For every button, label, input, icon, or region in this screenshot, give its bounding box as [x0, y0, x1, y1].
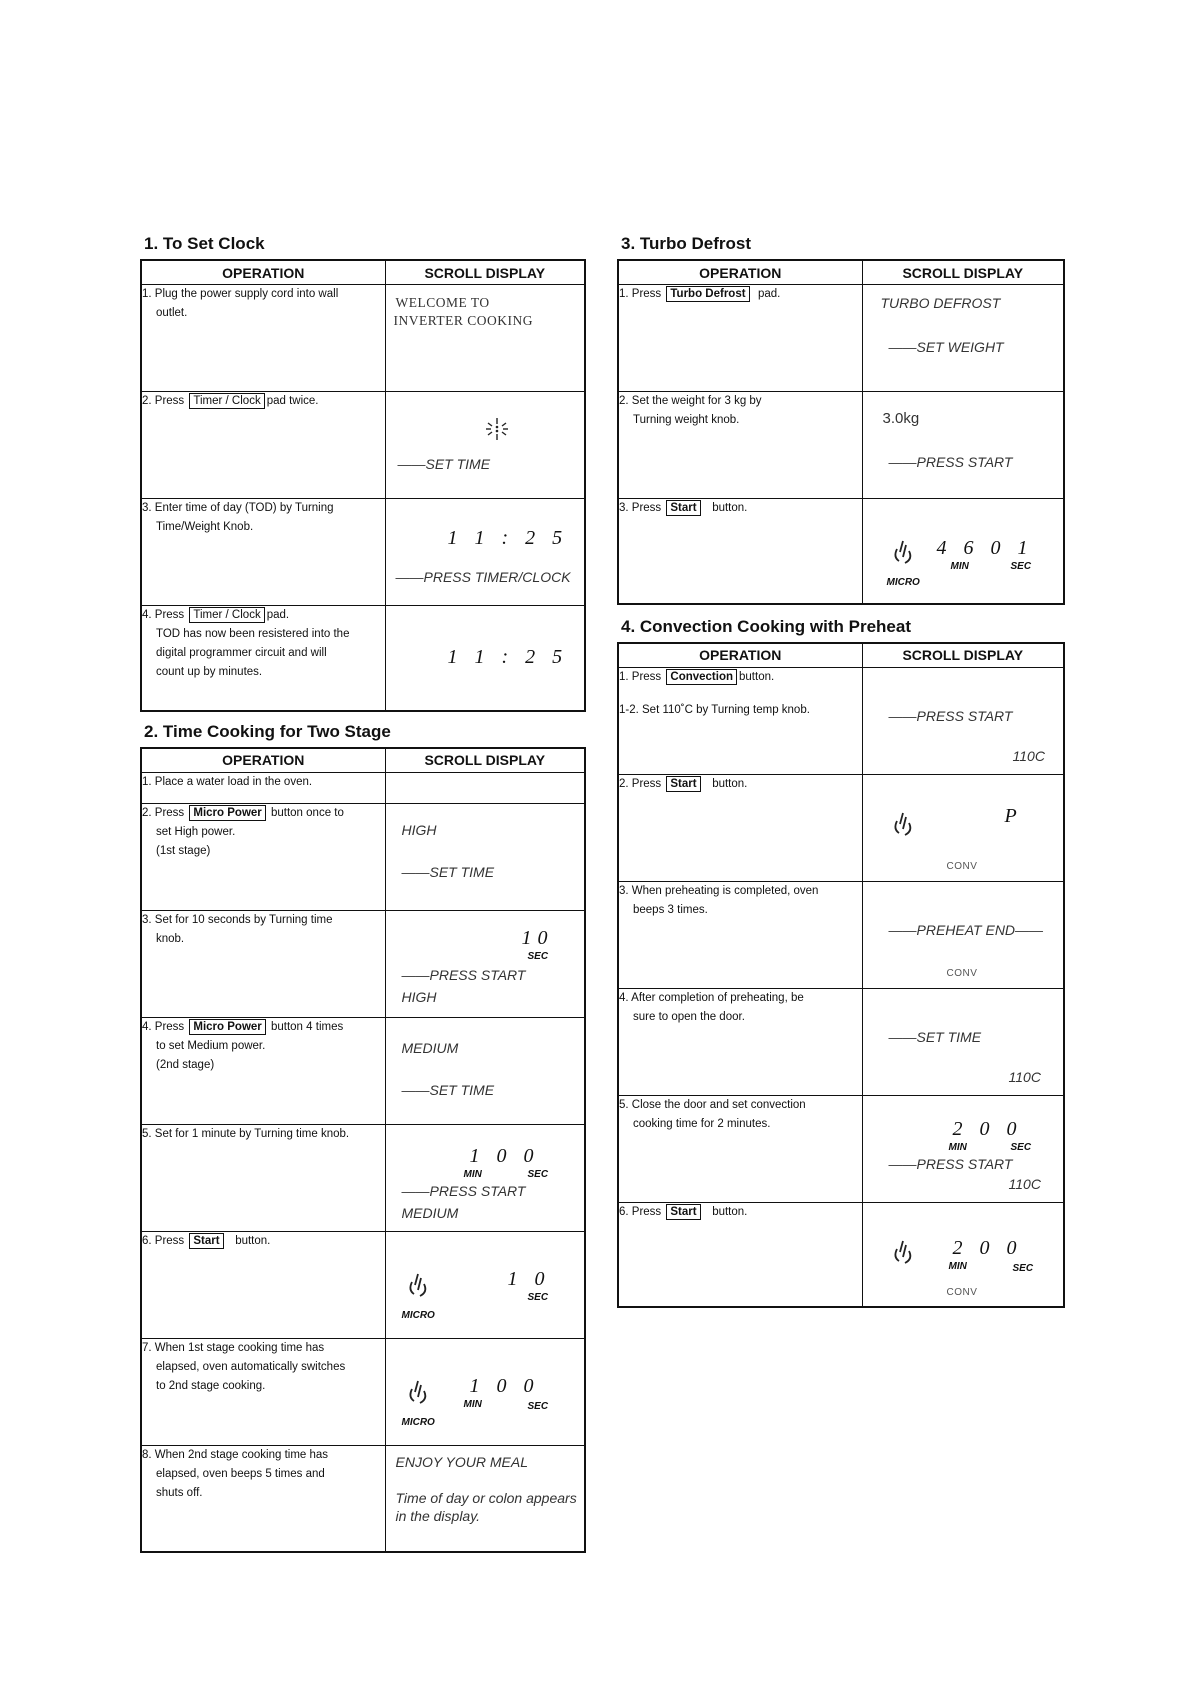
step-text: 2. Press: [142, 395, 185, 407]
step-text: 3. When preheating is completed, oven: [619, 884, 819, 897]
display-text: ——SET WEIGHT: [888, 339, 1004, 355]
convection-key: Convection: [666, 669, 737, 685]
min-label: MIN: [463, 1398, 482, 1410]
scroll-display-header: SCROLL DISPLAY: [385, 748, 585, 773]
step-text: 5. Close the door and set convection: [619, 1098, 806, 1111]
turbo-defrost-key: Turbo Defrost: [666, 286, 749, 302]
micro-label: MICRO: [886, 577, 920, 588]
min-label: MIN: [948, 1260, 967, 1272]
step-text: 4. Press: [142, 1020, 185, 1033]
min-label: MIN: [950, 561, 969, 572]
table-row: [618, 988, 1064, 1095]
timer-clock-key: Timer / Clock: [189, 393, 264, 409]
step-text: button.: [739, 670, 775, 683]
sec-label: SEC: [1010, 561, 1032, 572]
step-text: to set Medium power.: [156, 1039, 266, 1052]
step-text: (2nd stage): [156, 1058, 215, 1071]
step-text: 7. When 1st stage cooking time has: [142, 1341, 325, 1354]
cooking-indicator-icon: [406, 1272, 430, 1300]
time-readout: 4 6 0 1: [936, 537, 1034, 559]
sec-label: SEC: [1010, 1141, 1032, 1153]
step-text: cooking time for 2 minutes.: [633, 1117, 771, 1130]
step-text: 3. Set for 10 seconds by Turning time: [142, 913, 333, 926]
step-text: pad.: [757, 288, 781, 300]
operation-header: OPERATION: [618, 643, 862, 668]
table-row: [618, 774, 1064, 881]
step-text: set High power.: [156, 825, 236, 838]
display-text: ——PRESS TIMER/CLOCK: [395, 569, 571, 585]
step-text: shuts off.: [156, 1486, 203, 1499]
step-text: 6. Press: [142, 1234, 185, 1247]
step-text: 4. After completion of preheating, be: [619, 991, 804, 1004]
display-text: TURBO DEFROST: [880, 295, 1001, 311]
temperature-readout: 110C: [1012, 747, 1045, 764]
display-text: in the display.: [395, 1507, 481, 1524]
step-text: TOD has now been resistered into the: [156, 628, 350, 640]
operation-header: OPERATION: [141, 260, 385, 285]
turbo-defrost-table: [617, 259, 1065, 605]
table-row: [618, 881, 1064, 988]
table-row: [141, 803, 585, 910]
operation-header: OPERATION: [141, 748, 385, 773]
display-text: ——PRESS START: [888, 454, 1013, 470]
time-readout: 1 1 : 2 5: [447, 527, 569, 549]
micro-power-key: Micro Power: [189, 1019, 265, 1035]
step-text: pad twice.: [266, 395, 319, 407]
step-text: 1. Press: [619, 670, 662, 683]
scroll-display-header: SCROLL DISPLAY: [862, 643, 1064, 668]
section-1-title: 1. To Set Clock: [144, 234, 265, 253]
display-text: ——SET TIME: [401, 863, 495, 880]
step-text: button.: [712, 777, 748, 790]
temperature-readout: 110C: [1008, 1068, 1041, 1085]
blinking-colon-icon: [482, 414, 512, 444]
section-4-title: 4. Convection Cooking with Preheat: [621, 616, 911, 636]
step-text: 2. Press: [619, 777, 662, 790]
display-text: INVERTER COOKING: [393, 313, 534, 328]
table-row: [618, 392, 1064, 499]
preheat-indicator: P: [1004, 804, 1023, 827]
step-text: button.: [712, 502, 748, 514]
step-text: 1. Press: [619, 288, 662, 300]
time-readout: 2 0 0: [952, 1236, 1023, 1259]
time-readout: 1 1 : 2 5: [447, 646, 569, 668]
display-text: ——SET TIME: [888, 1028, 982, 1045]
convection-table: [617, 642, 1065, 1309]
table-row: [141, 772, 585, 803]
step-text: 1. Place a water load in the oven.: [142, 775, 313, 788]
table-row: [141, 285, 585, 392]
left-column: [140, 234, 586, 1553]
display-text: HIGH: [401, 988, 437, 1005]
table-row: [141, 392, 585, 499]
time-readout: 10: [521, 926, 554, 949]
step-text: outlet.: [156, 307, 188, 319]
display-text: ——PRESS START: [888, 1155, 1013, 1172]
step-text: 2. Press: [142, 806, 185, 819]
start-key: Start: [666, 500, 700, 516]
step-text: button 4 times: [270, 1020, 344, 1033]
display-text: ——PRESS START: [401, 1182, 526, 1199]
table-row: [141, 910, 585, 1017]
step-text: 2. Set the weight for 3 kg by: [619, 395, 762, 407]
table-row: [618, 1202, 1064, 1307]
step-text: Time/Weight Knob.: [156, 521, 254, 533]
micro-label: MICRO: [401, 1416, 435, 1428]
step-text: button once to: [270, 806, 344, 819]
time-readout: 1 0: [507, 1267, 551, 1290]
timer-clock-key: Timer / Clock: [189, 607, 264, 623]
table-row: [618, 285, 1064, 392]
sec-label: SEC: [527, 1291, 549, 1303]
step-text: 1. Plug the power supply cord into wall: [142, 288, 339, 300]
display-text: ——SET TIME: [401, 1081, 495, 1098]
conv-label: CONV: [946, 860, 978, 872]
start-key: Start: [666, 1204, 700, 1220]
time-readout: 2 0 0: [952, 1117, 1023, 1140]
min-label: MIN: [948, 1141, 967, 1153]
temperature-readout: 110C: [1008, 1175, 1041, 1192]
conv-label: CONV: [946, 1286, 978, 1298]
display-text: MEDIUM: [401, 1039, 459, 1056]
cooking-indicator-icon: [891, 1239, 915, 1267]
step-text: 8. When 2nd stage cooking time has: [142, 1448, 329, 1461]
step-text: beeps 3 times.: [633, 903, 708, 916]
weight-readout: 3.0kg: [882, 410, 920, 427]
right-column: [617, 234, 1065, 1308]
display-text: ——SET TIME: [397, 456, 491, 472]
step-text: Turning weight knob.: [633, 414, 740, 426]
start-key: Start: [189, 1233, 223, 1249]
min-label: MIN: [463, 1168, 482, 1180]
table-row: [618, 1095, 1064, 1202]
time-readout: 1 0 0: [469, 1144, 540, 1167]
micro-label: MICRO: [401, 1309, 435, 1321]
display-text: ——PRESS START: [888, 707, 1013, 724]
step-text: 3. Press: [619, 502, 662, 514]
step-text: elapsed, oven beeps 5 times and: [156, 1467, 325, 1480]
table-row: [618, 667, 1064, 774]
step-text: button.: [712, 1205, 748, 1218]
table-row: [141, 499, 585, 606]
display-text: Time of day or colon appears: [395, 1489, 577, 1506]
time-readout: 1 0 0: [469, 1374, 540, 1397]
sec-label: SEC: [1012, 1262, 1034, 1274]
display-text: ENJOY YOUR MEAL: [395, 1453, 529, 1470]
step-text: to 2nd stage cooking.: [156, 1379, 266, 1392]
step-text: pad.: [266, 609, 290, 621]
sec-label: SEC: [527, 1400, 549, 1412]
step-text: sure to open the door.: [633, 1010, 745, 1023]
micro-power-key: Micro Power: [189, 805, 265, 821]
table-row: [141, 1445, 585, 1552]
display-text: WELCOME TO: [395, 295, 490, 310]
step-text: digital programmer circuit and will: [156, 647, 327, 659]
step-text: 1-2. Set 110˚C by Turning temp knob.: [619, 703, 810, 716]
table-row: [141, 1231, 585, 1338]
step-text: elapsed, oven automatically switches: [156, 1360, 346, 1373]
start-key: Start: [666, 776, 700, 792]
step-text: (1st stage): [156, 844, 211, 857]
display-text: HIGH: [401, 821, 437, 838]
scroll-display-header: SCROLL DISPLAY: [862, 260, 1064, 285]
table-row: [141, 1338, 585, 1445]
display-text: ——PREHEAT END——: [888, 921, 1044, 938]
step-text: 3. Enter time of day (TOD) by Turning: [142, 502, 334, 514]
step-text: count up by minutes.: [156, 666, 263, 678]
step-text: button.: [235, 1234, 271, 1247]
display-text: MEDIUM: [401, 1204, 459, 1221]
table-row: [141, 1017, 585, 1124]
step-text: 4. Press: [142, 609, 185, 621]
table-row: [141, 606, 585, 711]
table-row: [618, 499, 1064, 604]
step-text: knob.: [156, 932, 185, 945]
clock-table: [140, 259, 586, 712]
step-text: 5. Set for 1 minute by Turning time knob.: [142, 1127, 350, 1140]
sec-label: SEC: [527, 950, 549, 962]
table-row: [141, 1124, 585, 1231]
cooking-indicator-icon: [891, 539, 915, 567]
display-text: ——PRESS START: [401, 966, 526, 983]
operation-header: OPERATION: [618, 260, 862, 285]
sec-label: SEC: [527, 1168, 549, 1180]
conv-label: CONV: [946, 967, 978, 979]
section-2-title: 2. Time Cooking for Two Stage: [144, 721, 391, 741]
cooking-indicator-icon: [406, 1379, 430, 1407]
step-text: 6. Press: [619, 1205, 662, 1218]
cooking-indicator-icon: [891, 811, 915, 839]
two-stage-table: [140, 747, 586, 1554]
scroll-display-header: SCROLL DISPLAY: [385, 260, 585, 285]
section-3-title: 3. Turbo Defrost: [621, 234, 752, 253]
